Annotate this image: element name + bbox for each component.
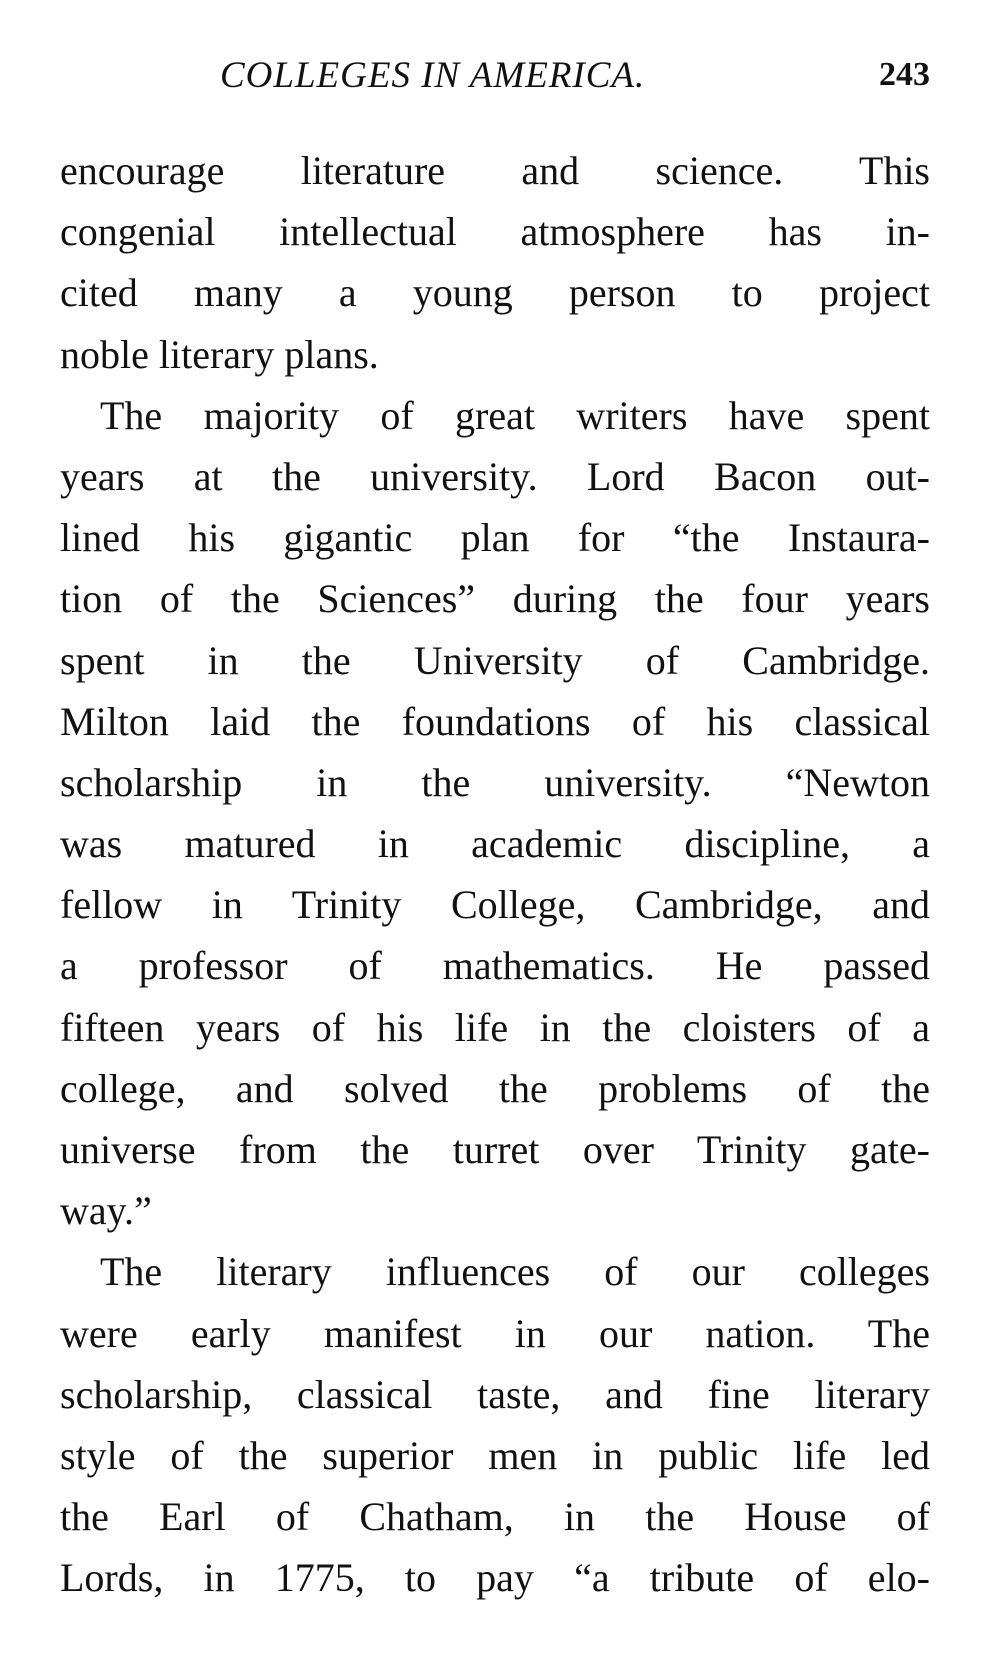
text-line: Milton laid the foundations of his classical <box>60 698 930 744</box>
text-line: a professor of mathematics. He passed <box>60 943 930 989</box>
text-line: spent in the University of Cambridge. <box>60 637 930 683</box>
running-title: COLLEGES IN AMERICA. <box>220 55 646 96</box>
text-line: the Earl of Chatham, in the House of <box>60 1494 930 1540</box>
running-head <box>60 54 930 100</box>
paragraph <box>60 1241 930 1608</box>
text-line: scholarship, classical taste, and fine literary <box>60 1371 930 1417</box>
text-line: The literary influences of our colleges <box>100 1249 930 1295</box>
text-line: tion of the Sciences” during the four years <box>60 576 930 622</box>
text-line: Lords, in 1775, to pay “a tribute of elo- <box>60 1555 930 1601</box>
page-number: 243 <box>879 56 930 93</box>
text-line: lined his gigantic plan for “the Instaura- <box>60 515 930 561</box>
text-line: fellow in Trinity College, Cambridge, and <box>60 882 930 928</box>
text-line: universe from the turret over Trinity gate- <box>60 1127 930 1172</box>
text-line: style of the superior men in public life led <box>60 1432 930 1478</box>
text-line: college, and solved the problems of the <box>60 1065 930 1111</box>
body-text <box>60 140 930 1609</box>
text-line: way.” <box>60 1188 152 1234</box>
paragraph <box>60 385 930 1242</box>
text-line: cited many a young person to project <box>60 270 930 316</box>
text-line: encourage literature and science. This <box>60 148 930 193</box>
text-line: was matured in academic discipline, a <box>60 821 930 867</box>
text-line: scholarship in the university. “Newton <box>60 759 930 805</box>
paragraph <box>60 140 930 385</box>
text-line: years at the university. Lord Bacon out- <box>60 453 930 499</box>
text-line: fifteen years of his life in the cloisters of a <box>60 1004 930 1050</box>
text-line: were early manifest in our nation. The <box>60 1310 930 1356</box>
text-line: congenial intellectual atmosphere has in- <box>60 209 930 255</box>
text-line: The majority of great writers have spent <box>100 392 930 438</box>
text-line: noble literary plans. <box>60 331 379 377</box>
